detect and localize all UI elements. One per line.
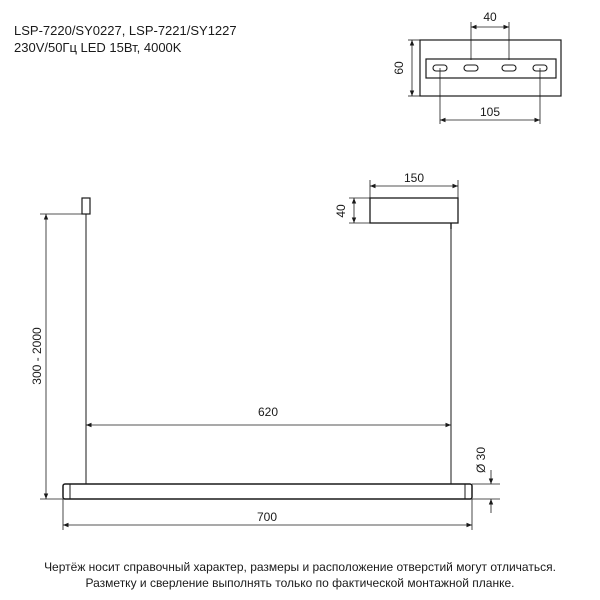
plate-width-label: 105 [479,105,501,119]
total-length-label: 700 [256,510,278,524]
suspension-length-dimension [30,214,82,499]
fixture-front-view [30,171,500,530]
disclaimer-line-1: Чертёж носит справочный характер, размеры и расположение отверстий могут отличаться. [44,560,556,574]
led-bar [63,484,472,499]
inner-span-label: 620 [257,405,279,419]
canopy-width-label: 150 [403,171,425,185]
tube-diameter-dimension [472,447,500,513]
plate-height-dimension [392,40,420,96]
canopy-height-dimension [334,198,370,223]
disclaimer-line-2: Разметку и сверление выполнять только по фактической монтажной планке. [85,576,515,590]
inner-span-dimension [86,405,451,425]
disclaimer-note [0,559,600,591]
cable-clamp [82,198,90,214]
model-numbers: LSP-7220/SY0227, LSP-7221/SY1227 [14,23,237,38]
total-length-dimension [63,499,472,530]
tube-diameter-label: Ø 30 [474,446,488,474]
plate-height-label: 60 [392,61,406,75]
canopy-width-dimension [370,171,458,198]
ceiling-canopy [370,198,458,223]
electrical-spec: 230V/50Гц LED 15Вт, 4000K [14,40,182,55]
mounting-slot [502,65,516,71]
hole-spacing-label: 40 [483,10,497,24]
mounting-plate-view [392,10,561,124]
suspension-length-label: 300 - 2000 [30,327,44,385]
canopy-height-label: 40 [334,204,348,218]
mounting-slot [464,65,478,71]
